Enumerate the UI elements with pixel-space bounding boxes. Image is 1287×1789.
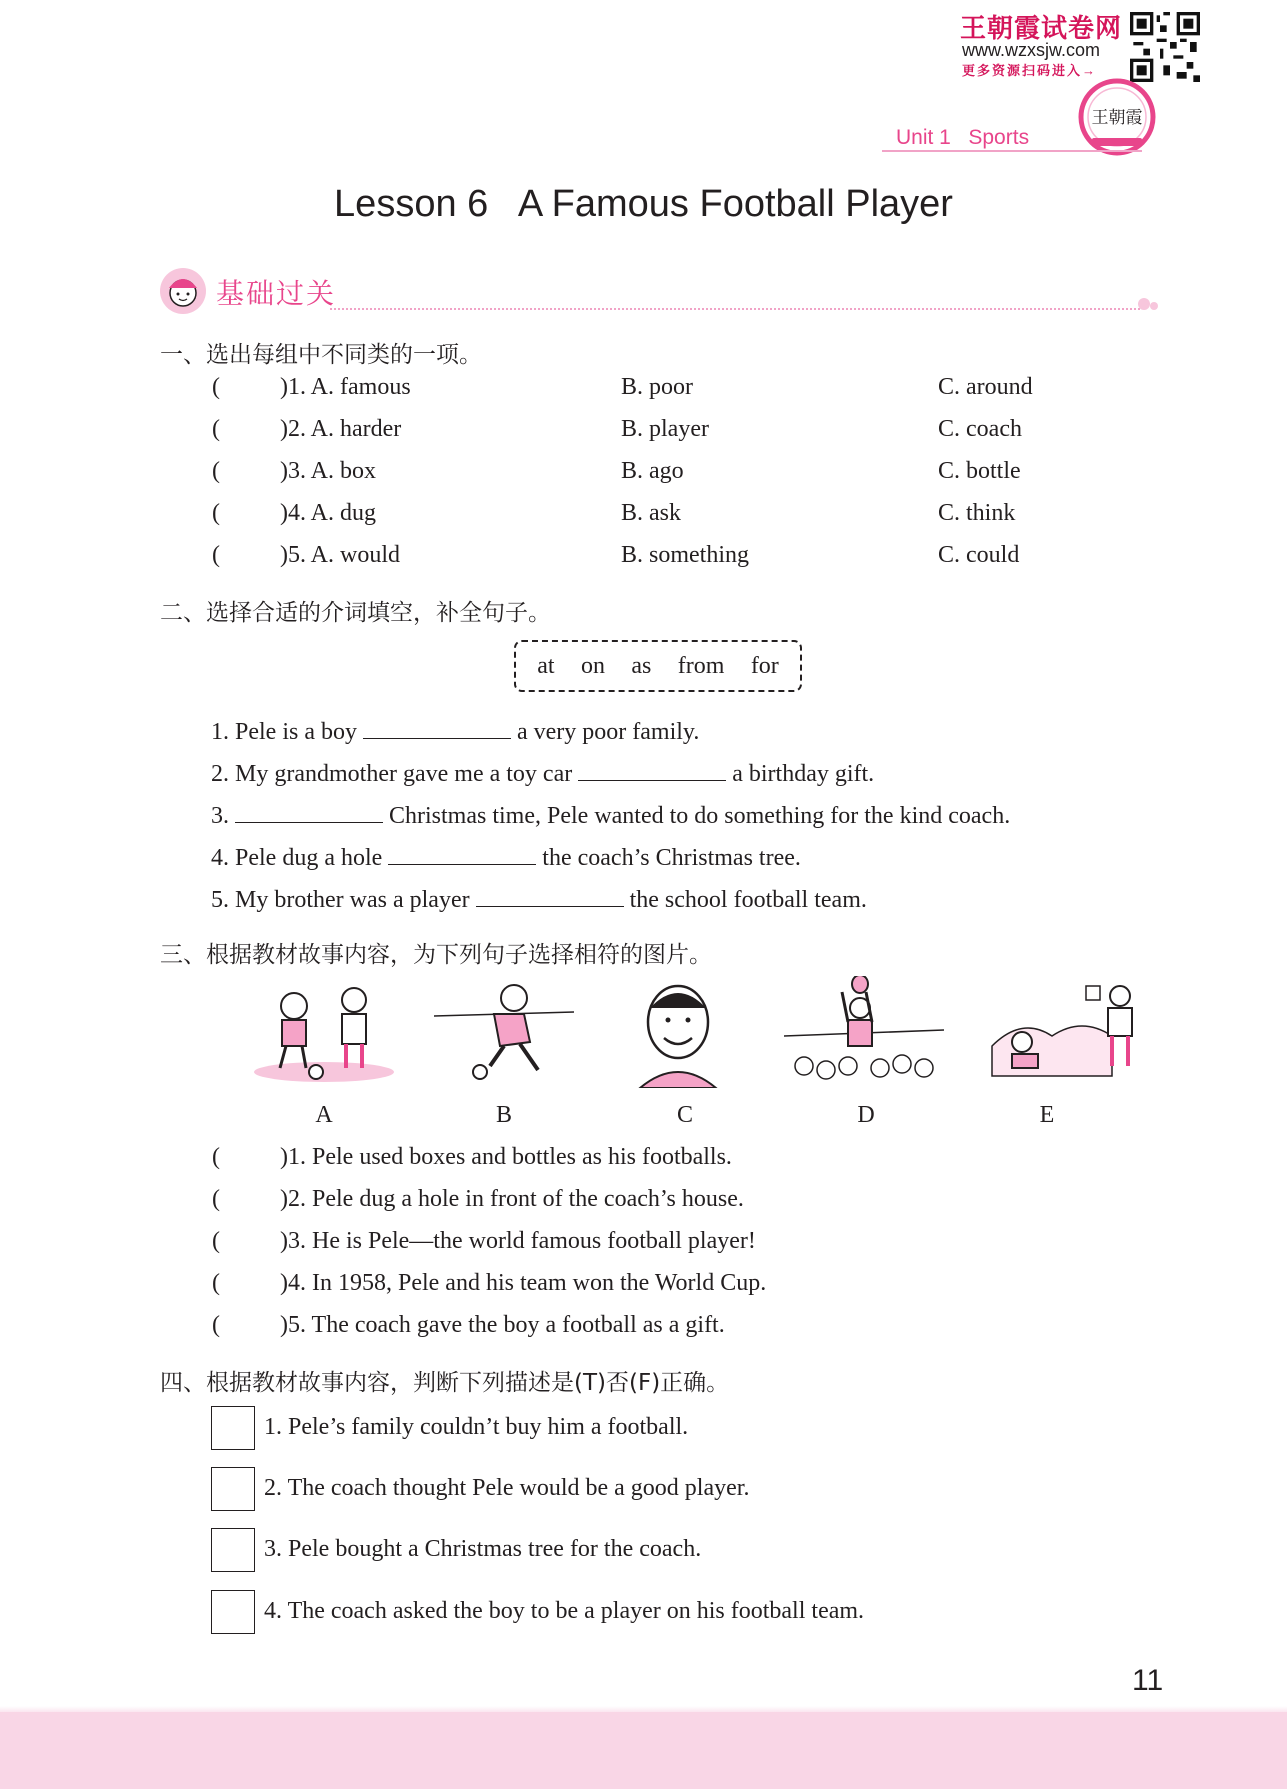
answer-paren[interactable]: (	[212, 542, 220, 568]
answer-blank[interactable]	[578, 758, 726, 781]
option-b: B. ago	[621, 458, 684, 484]
option-a: )2. A. harder	[280, 416, 402, 442]
fill-sentence	[211, 716, 699, 746]
answer-blank[interactable]	[235, 800, 383, 823]
answer-paren[interactable]: (	[212, 500, 220, 526]
answer-blank[interactable]	[363, 716, 511, 739]
option-c: C. could	[938, 542, 1020, 568]
sentence-text: 2. My grandmother gave me a toy car	[211, 761, 573, 787]
word-bank-item: at	[537, 652, 555, 679]
picture-d-cup-celebration	[784, 976, 944, 1088]
answer-paren[interactable]: (	[212, 374, 220, 400]
sentence-text: the coach’s Christmas tree.	[542, 845, 801, 871]
page-title: Lesson 6 A Famous Football Player	[334, 183, 953, 225]
part1-heading: 一、选出每组中不同类的一项。	[160, 342, 482, 368]
picture-label: D	[857, 1102, 875, 1128]
unit-divider	[882, 150, 1142, 152]
picture-label: B	[495, 1102, 512, 1128]
tf-answer-box[interactable]	[211, 1590, 255, 1634]
picture-b-kicking	[424, 976, 584, 1088]
part2-heading: 二、选择合适的介词填空，补全句子。	[160, 600, 551, 626]
picture-a-kids-playing	[244, 976, 404, 1088]
student-avatar-icon	[158, 266, 208, 316]
fill-sentence	[211, 842, 801, 872]
word-bank-item: from	[677, 652, 725, 679]
option-a: )4. A. dug	[280, 500, 376, 526]
word-bank-item: for	[750, 652, 779, 679]
option-b: B. player	[621, 416, 709, 442]
match-sentence: )3. He is Pele—the world famous football player!	[280, 1228, 756, 1254]
footer-band	[0, 1712, 1287, 1789]
option-c: C. think	[938, 500, 1016, 526]
match-sentence: )2. Pele dug a hole in front of the coach’s house.	[280, 1186, 744, 1212]
option-c: C. around	[938, 374, 1033, 400]
divider-dot	[1150, 302, 1158, 310]
tf-statement: 2. The coach thought Pele would be a good player.	[264, 1475, 750, 1501]
picture-label: A	[315, 1102, 333, 1128]
part3-heading: 三、根据教材故事内容，为下列句子选择相符的图片。	[160, 942, 712, 968]
brand-url[interactable]: www.wzxsjw.com	[962, 40, 1101, 60]
sentence-text: 5. My brother was a player	[211, 887, 470, 913]
sentence-text: a birthday gift.	[732, 761, 875, 787]
answer-paren[interactable]: (	[212, 1186, 220, 1212]
fill-sentence	[211, 884, 867, 914]
sentence-text: a very poor family.	[516, 719, 700, 745]
unit-topic: Sports	[968, 126, 1030, 149]
unit-number: Unit 1	[896, 126, 951, 149]
picture-label: E	[1039, 1102, 1055, 1128]
section-title: 基础过关	[216, 277, 337, 310]
word-bank	[514, 640, 802, 692]
match-sentence: )1. Pele used boxes and bottles as his footballs.	[280, 1144, 732, 1170]
answer-paren[interactable]: (	[212, 1144, 220, 1170]
fill-sentence	[211, 758, 874, 788]
fill-sentence	[211, 800, 1010, 830]
answer-paren[interactable]: (	[212, 1270, 220, 1296]
option-a: )1. A. famous	[280, 374, 411, 400]
answer-blank[interactable]	[388, 842, 536, 865]
answer-paren[interactable]: (	[212, 1228, 220, 1254]
brand-promo: 更多资源扫码进入→	[962, 63, 1098, 78]
tf-answer-box[interactable]	[211, 1528, 255, 1572]
page-number: 11	[1132, 1664, 1164, 1697]
option-a: )5. A. would	[280, 542, 400, 568]
sentence-text: 4. Pele dug a hole	[211, 845, 383, 871]
qr-code-icon[interactable]	[1130, 12, 1200, 82]
tf-statement: 1. Pele’s family couldn’t buy him a football.	[264, 1414, 689, 1440]
tf-answer-box[interactable]	[211, 1467, 255, 1511]
match-sentence: )5. The coach gave the boy a football as a gift.	[280, 1312, 725, 1338]
answer-blank[interactable]	[476, 884, 624, 907]
picture-label: C	[676, 1102, 693, 1128]
match-sentence: )4. In 1958, Pele and his team won the World Cup.	[280, 1270, 767, 1296]
tf-statement: 4. The coach asked the boy to be a player on his football team.	[264, 1598, 865, 1624]
option-b: B. something	[621, 542, 750, 568]
picture-c-portrait	[604, 976, 764, 1088]
divider-dot	[1138, 298, 1150, 310]
option-b: B. poor	[621, 374, 693, 400]
word-bank-item: on	[580, 652, 605, 679]
tf-answer-box[interactable]	[211, 1406, 255, 1450]
brand-name: 王朝霞试卷网	[960, 13, 1123, 43]
picture-e-digging	[982, 976, 1142, 1088]
word-bank-item: as	[631, 652, 652, 679]
option-a: )3. A. box	[280, 458, 376, 484]
part4-heading: 四、根据教材故事内容，判断下列描述是(T)否(F)正确。	[160, 1370, 730, 1396]
seal-text: 王朝霞	[1091, 108, 1143, 128]
option-c: C. bottle	[938, 458, 1021, 484]
section-divider	[330, 308, 1140, 310]
sentence-text: 1. Pele is a boy	[211, 719, 357, 745]
sentence-text: Christmas time, Pele wanted to do something for the kind coach.	[389, 803, 1011, 829]
unit-label	[896, 126, 1029, 150]
answer-paren[interactable]: (	[212, 1312, 220, 1338]
sentence-text: 3.	[211, 803, 229, 829]
answer-paren[interactable]: (	[212, 416, 220, 442]
sentence-text: the school football team.	[629, 887, 867, 913]
brand-seal-icon	[1078, 78, 1156, 156]
answer-paren[interactable]: (	[212, 458, 220, 484]
option-c: C. coach	[938, 416, 1022, 442]
tf-statement: 3. Pele bought a Christmas tree for the coach.	[264, 1536, 702, 1562]
option-b: B. ask	[621, 500, 681, 526]
